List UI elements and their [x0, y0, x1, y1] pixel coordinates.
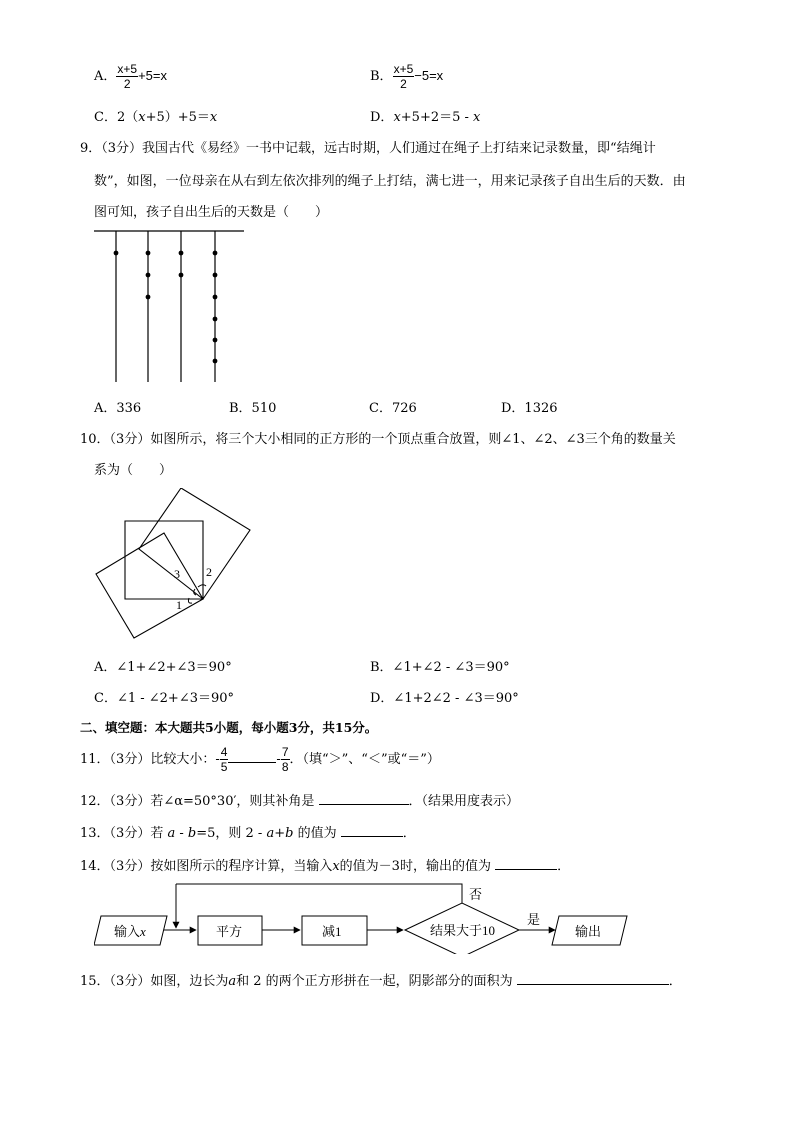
- q13: 13．（3分）若 a - b=5，则 2 - a+b 的值为 ．: [80, 826, 416, 841]
- program-flowchart: [94, 872, 634, 954]
- q9-option-a: A．336: [94, 401, 142, 416]
- q8-option-d: D．x+5+2＝5 - x: [370, 110, 481, 125]
- flow-yes-label: 是: [527, 912, 541, 927]
- q15: 15．（3分）如图，边长为a和 2 的两个正方形拼在一起，阴影部分的面积为 ．: [80, 974, 682, 989]
- q9-line-2: 数”，如图，一位母亲在从右到左依次排列的绳子上打结，满七进一，用来记录孩子自出生后的天数．由: [94, 174, 686, 189]
- q8-option-b: B． $\frac{x+5}{2}$ −5=x: [370, 62, 444, 91]
- q15-answer-blank[interactable]: [517, 984, 669, 985]
- flow-input-label: 输入x: [114, 924, 146, 939]
- q11-answer-blank[interactable]: [228, 762, 276, 763]
- q9-option-b: B．510: [229, 401, 277, 416]
- q14-answer-blank[interactable]: [495, 869, 557, 870]
- q12: 12．（3分）若∠α=50°30′，则其补角是 ．（结果用度表示）: [80, 794, 520, 809]
- q10-line-1: 10．（3分）如图所示，将三个大小相同的正方形的一个顶点重合放置，则∠1、∠2、∠3三个角的数量关: [80, 432, 676, 447]
- q10-option-c: C．∠1 - ∠2+∠3＝90°: [94, 691, 235, 706]
- q12-answer-blank[interactable]: [319, 804, 409, 805]
- flow-condition-label: 结果大于10: [430, 923, 496, 938]
- angle-2-label: 2: [206, 565, 212, 579]
- q8-option-c: C．2（x+5）+5＝x: [94, 110, 218, 125]
- q9-line-3: 图可知，孩子自出生后的天数是（ ）: [94, 205, 329, 220]
- q8-option-a: A． $\frac{x+5}{2}$ +5=x: [94, 62, 167, 91]
- knot-rope-figure: [94, 228, 246, 384]
- q10-option-b: B．∠1+∠2 - ∠3＝90°: [370, 660, 510, 675]
- flow-square-label: 平方: [216, 924, 243, 939]
- q10-option-a: A．∠1+∠2+∠3＝90°: [94, 660, 232, 675]
- q9-option-d: D．1326: [501, 401, 558, 416]
- angle-1-label: 1: [176, 598, 182, 612]
- q11: 11．（3分）比较大小：- $\frac{4}{5}$ - $\frac{7}{8}$ ．（填“＞”、“＜”或“＝”）: [80, 745, 440, 774]
- section-2-heading: 二、填空题：本大题共5小题，每小题3分，共15分。: [80, 720, 378, 735]
- q10-line-2: 系为（ ）: [94, 463, 173, 478]
- angle-3-label: 3: [174, 567, 180, 581]
- q9-option-c: C．726: [369, 401, 417, 416]
- three-squares-figure: [92, 488, 252, 644]
- flow-no-label: 否: [469, 887, 483, 902]
- q10-option-d: D．∠1+2∠2 - ∠3＝90°: [370, 691, 519, 706]
- flow-output-label: 输出: [575, 924, 602, 939]
- q14: 14．（3分）按如图所示的程序计算，当输入x的值为－3时，输出的值为 ．: [80, 859, 571, 874]
- flow-minus1-label: 减1: [322, 924, 342, 939]
- q9-line-1: 9．（3分）我国古代《易经》一书中记载，远古时期，人们通过在绳子上打结来记录数量，即“结绳计: [80, 141, 656, 156]
- q13-answer-blank[interactable]: [341, 836, 403, 837]
